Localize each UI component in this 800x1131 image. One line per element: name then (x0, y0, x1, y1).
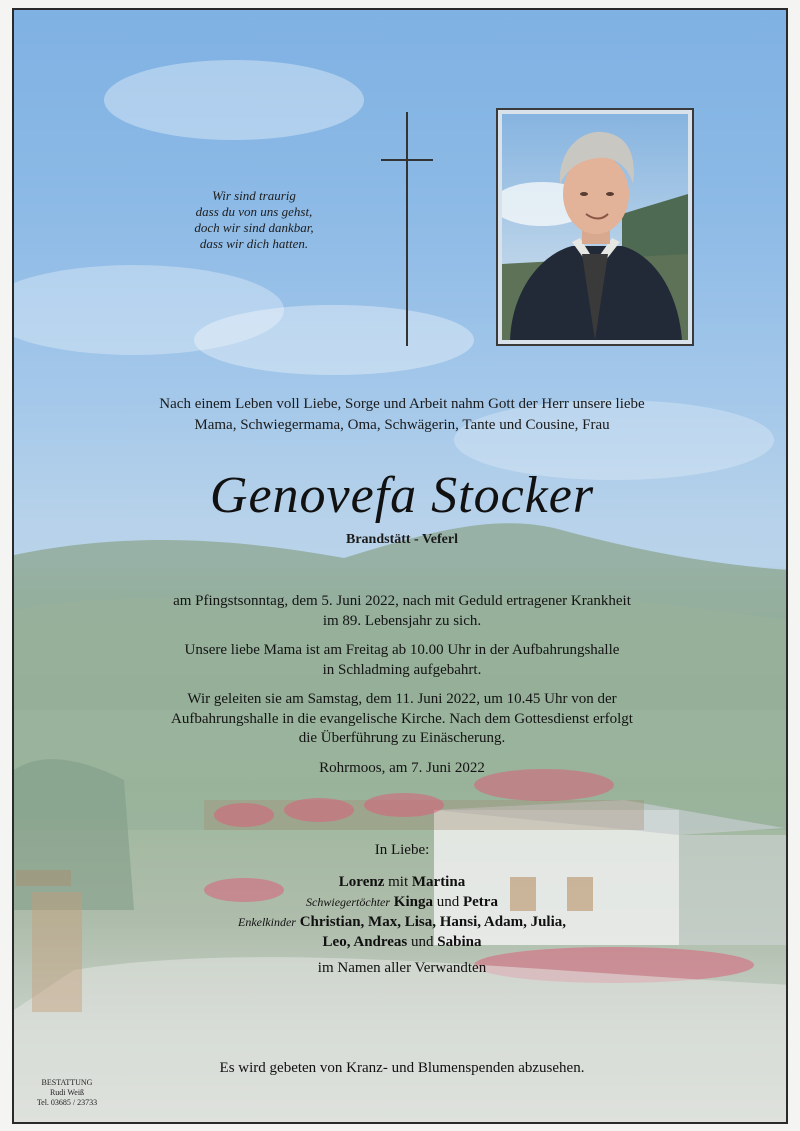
join-word: und (436, 894, 460, 910)
relation-label: Schwiegertöchter (306, 895, 391, 909)
text-line: am Pfingstsonntag, dem 5. Juni 2022, nach mit Geduld ertragener Krankheit (173, 593, 631, 609)
intro-line: Nach einem Leben voll Liebe, Sorge und Arbeit nahm Gott der Herr unsere liebe (159, 396, 645, 412)
text-line: die Überführung zu Einäscherung. (298, 730, 506, 746)
place-date: Rohrmoos, am 7. Juni 2022 (319, 759, 485, 776)
mourners-heading: In Liebe: (374, 842, 430, 858)
funeral-paragraph (34, 690, 770, 749)
viewing-paragraph (34, 641, 770, 680)
grandchildren-names: Leo, Andreas (322, 934, 408, 950)
join-word: mit (388, 874, 409, 890)
relatives-line: im Namen aller Verwandten (317, 960, 487, 976)
son-name: Lorenz (338, 874, 385, 890)
poem-line: dass wir dich hatten. (199, 236, 309, 251)
funeral-home-line: Rudi Weiß (49, 1088, 85, 1097)
text-line: im 89. Lebensjahr zu sich. (322, 612, 482, 629)
cross-bar (381, 159, 433, 161)
portrait-photo (496, 108, 694, 346)
mourner-daughters-in-law-line (34, 892, 770, 912)
poem-line: dass du von uns gehst, (195, 204, 313, 219)
house-name: Brandstätt - Veferl (346, 532, 458, 547)
join-word: und (411, 934, 434, 950)
memorial-poem (164, 188, 344, 252)
funeral-home-imprint (24, 1078, 110, 1108)
announcement-body (34, 592, 770, 778)
relation-label: Enkelkinder (237, 915, 296, 929)
daughter-in-law-name: Petra (462, 894, 498, 910)
funeral-home-line: BESTATTUNG (41, 1078, 93, 1087)
portrait-image (502, 114, 688, 340)
poem-line: Wir sind traurig (212, 188, 296, 203)
poem-line: doch wir sind dankbar, (194, 220, 314, 235)
death-paragraph (34, 592, 770, 631)
text-line: Unsere liebe Mama ist am Freitag ab 10.00 Uhr in der Aufbahrungshalle (184, 642, 620, 658)
mourners-list (34, 840, 770, 978)
donation-note: Es wird gebeten von Kranz- und Blumenspenden abzusehen. (219, 1060, 585, 1076)
intro-text (34, 394, 770, 436)
intro-line: Mama, Schwiegermama, Oma, Schwägerin, Tante und Cousine, Frau (194, 417, 610, 433)
text-line: Wir geleiten sie am Samstag, dem 11. Juni 2022, um 10.45 Uhr von der (187, 691, 617, 707)
obituary-frame (12, 8, 788, 1124)
cross-icon (406, 112, 408, 346)
grandchild-name: Sabina (437, 934, 482, 950)
text-line: Aufbahrungshalle in die evangelische Kirche. Nach dem Gottesdienst erfolgt (171, 710, 633, 727)
daughter-in-law-name: Kinga (393, 894, 433, 910)
funeral-home-line: Tel. 03685 / 23733 (36, 1098, 98, 1107)
mourner-grandchildren-line-2 (34, 932, 770, 952)
text-line: in Schladming aufgebahrt. (322, 661, 482, 678)
grandchildren-names: Christian, Max, Lisa, Hansi, Adam, Julia, (299, 914, 567, 930)
deceased-name: Genovefa Stocker (209, 467, 595, 524)
son-partner-name: Martina (411, 874, 466, 890)
mourner-grandchildren-line (34, 912, 770, 932)
mourner-son-line (34, 872, 770, 892)
